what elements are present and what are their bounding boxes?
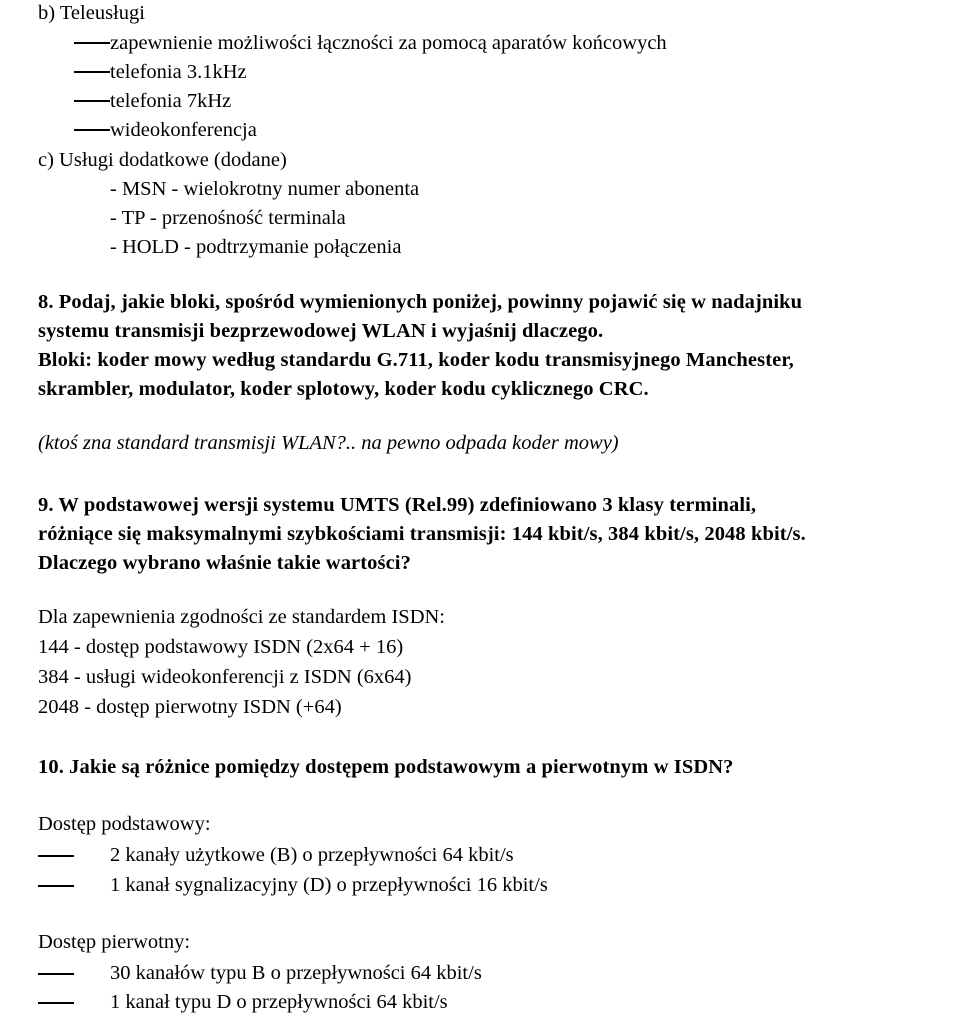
dash-bullet [38, 1002, 74, 1004]
q10-basic-item: 2 kanały użytkowe (B) o przepływności 64 kbit/s [110, 844, 514, 866]
dash-bullet [74, 71, 110, 73]
q10-basic-item: 1 kanał sygnalizacyjny (D) o przepływności 16 kbit/s [110, 874, 548, 896]
section-b-item: wideokonferencja [110, 119, 257, 141]
dash-bullet [74, 42, 110, 44]
q10-primary-label: Dostęp pierwotny: [38, 931, 191, 953]
q10-question: 10. Jakie są różnice pomiędzy dostępem podstawowym a pierwotnym w ISDN? [38, 756, 734, 778]
dash-bullet [38, 885, 74, 887]
q8-comment: (ktoś zna standard transmisji WLAN?.. na pewno odpada koder mowy) [38, 432, 619, 454]
q10-primary-item: 1 kanał typu D o przepływności 64 kbit/s [110, 991, 448, 1013]
section-b-item: telefonia 3.1kHz [110, 61, 247, 83]
section-c-item: - TP - przenośność terminala [110, 207, 346, 229]
dash-bullet [74, 129, 110, 131]
q9-answer-line: 144 - dostęp podstawowy ISDN (2x64 + 16) [38, 636, 404, 658]
q8-question-line: skrambler, modulator, koder splotowy, koder kodu cyklicznego CRC. [38, 378, 649, 400]
section-c-item: - MSN - wielokrotny numer abonenta [110, 178, 420, 200]
dash-bullet [74, 100, 110, 102]
section-b-heading: b) Teleusługi [38, 2, 145, 24]
section-c-heading: c) Usługi dodatkowe (dodane) [38, 149, 287, 171]
section-b-item: telefonia 7kHz [110, 90, 232, 112]
q8-question-line: 8. Podaj, jakie bloki, spośród wymienionych poniżej, powinny pojawić się w nadajniku [38, 291, 803, 313]
q10-basic-label: Dostęp podstawowy: [38, 813, 211, 835]
section-c-item: - HOLD - podtrzymanie połączenia [110, 236, 402, 258]
q9-answer-line: 2048 - dostęp pierwotny ISDN (+64) [38, 696, 342, 718]
q9-answer-line: Dla zapewnienia zgodności ze standardem ISDN: [38, 606, 446, 628]
q8-question-line: Bloki: koder mowy według standardu G.711, koder kodu transmisyjnego Manchester, [38, 349, 794, 371]
dash-bullet [38, 855, 74, 857]
dash-bullet [38, 973, 74, 975]
q9-question-line: 9. W podstawowej wersji systemu UMTS (Rel.99) zdefiniowano 3 klasy terminali, [38, 494, 757, 516]
section-b-item: zapewnienie możliwości łączności za pomocą aparatów końcowych [110, 32, 667, 54]
q9-question-line: różniące się maksymalnymi szybkościami transmisji: 144 kbit/s, 384 kbit/s, 2048 kbit/s. [38, 523, 806, 545]
q8-question-line: systemu transmisji bezprzewodowej WLAN i wyjaśnij dlaczego. [38, 320, 604, 342]
q10-primary-item: 30 kanałów typu B o przepływności 64 kbit/s [110, 962, 482, 984]
q9-answer-line: 384 - usługi wideokonferencji z ISDN (6x64) [38, 666, 412, 688]
q9-question-line: Dlaczego wybrano właśnie takie wartości? [38, 552, 411, 574]
